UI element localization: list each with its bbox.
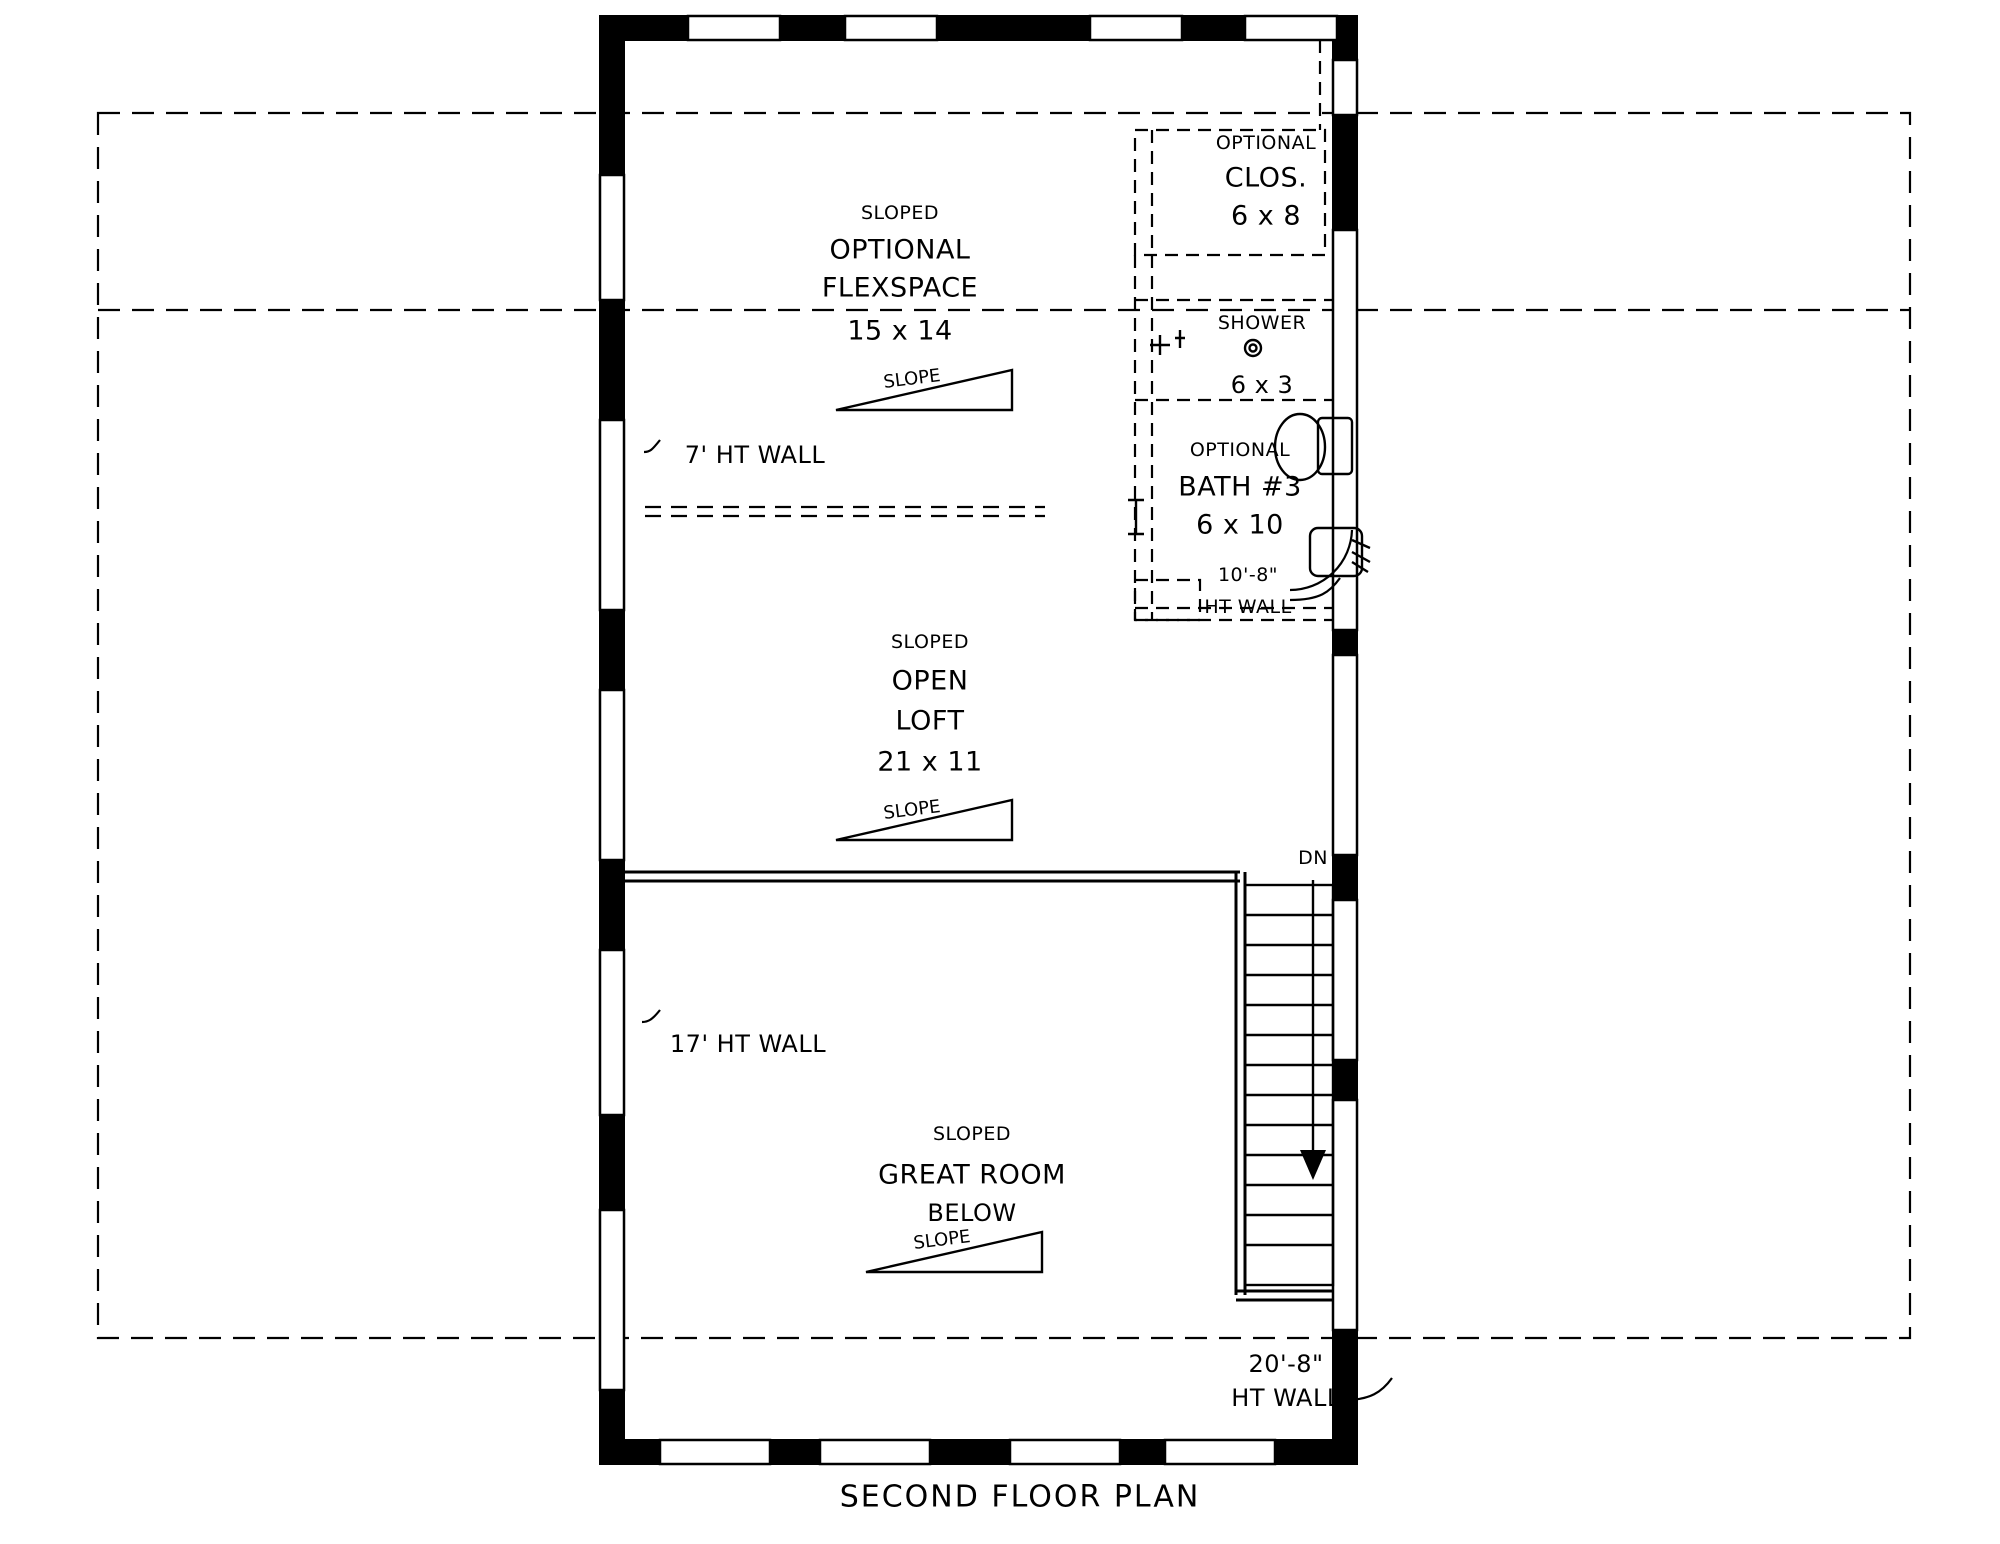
plan-title: SECOND FLOOR PLAN (839, 1479, 1201, 1515)
great-room-name-line2: BELOW (927, 1199, 1017, 1227)
flexspace-name-line1: OPTIONAL (829, 234, 971, 266)
roof-outline-dashed (98, 113, 1910, 1338)
flexspace-sloped-tag: SLOPED (860, 202, 940, 224)
leader-lines (642, 440, 1392, 1400)
wall-height-7ft: 7' HT WALL (684, 441, 826, 469)
bath-dimensions: 6 x 10 (1196, 509, 1284, 541)
great-room-slope-label: SLOPE (912, 1226, 972, 1254)
stair-direction-label: DN (1298, 847, 1328, 869)
bath-name: BATH #3 (1178, 471, 1302, 503)
wall-height-17ft: 17' HT WALL (669, 1030, 827, 1058)
loft-name-line1: OPEN (891, 665, 969, 697)
knee-wall-dashed (645, 507, 1045, 516)
flexspace-dimensions: 15 x 14 (847, 315, 953, 347)
interior-partitions (624, 872, 1333, 1300)
closet-name: CLOS. (1224, 162, 1308, 194)
wall-height-10-8-line1: 10'-8" (1217, 564, 1279, 586)
loft-sloped-tag: SLOPED (890, 631, 970, 653)
loft-name-line2: LOFT (895, 705, 965, 737)
wall-height-20-8-line1: 20'-8" (1248, 1350, 1324, 1378)
flexspace-slope-label: SLOPE (882, 365, 942, 393)
wall-height-10-8-line2: HT WALL (1204, 596, 1292, 618)
staircase (1245, 880, 1333, 1285)
wall-height-20-8-line2: HT WALL (1231, 1384, 1341, 1412)
shower-dimensions: 6 x 3 (1230, 371, 1294, 399)
great-room-sloped-tag: SLOPED (932, 1123, 1012, 1145)
bath-optional-tag: OPTIONAL (1189, 439, 1291, 461)
flexspace-name-line2: FLEXSPACE (821, 272, 979, 304)
loft-dimensions: 21 x 11 (877, 746, 983, 778)
closet-optional-tag: OPTIONAL (1215, 132, 1317, 154)
loft-slope-label: SLOPE (882, 796, 942, 824)
great-room-name-line1: GREAT ROOM (878, 1159, 1066, 1191)
shower-name: SHOWER (1217, 312, 1307, 334)
closet-dimensions: 6 x 8 (1231, 200, 1301, 232)
